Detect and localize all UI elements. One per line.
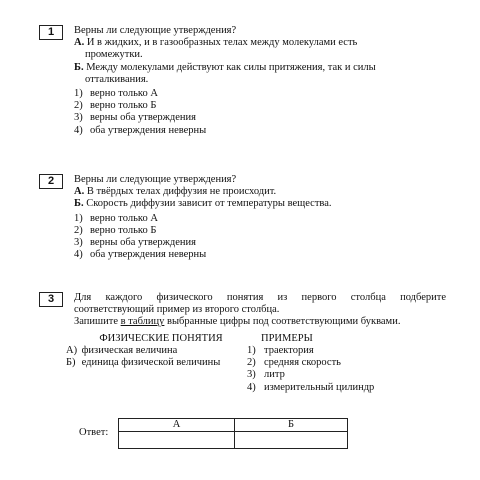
question-1-prompt: Верны ли следующие утверждения?: [74, 25, 237, 36]
answer-column-a-header: А: [119, 419, 235, 432]
statement-a: А. В твёрдых телах диффузия не происходит.: [74, 186, 277, 198]
concepts-header: ФИЗИЧЕСКИЕ ПОНЯТИЯ: [99, 333, 223, 344]
examples-header: ПРИМЕРЫ: [261, 333, 313, 344]
statement-b-cont: отталкивания.: [85, 73, 149, 85]
answer-table: [118, 418, 348, 449]
answer-option[interactable]: 3) верны оба утверждения: [74, 112, 196, 124]
answer-option[interactable]: 4) оба утверждения неверны: [74, 124, 207, 136]
answer-column-b-header: Б: [235, 419, 348, 432]
example-item: 2) средняя скорость: [247, 357, 341, 369]
question-3-instruction: Запишите в таблицу выбранные цифры под соответствующими буквами.: [74, 316, 401, 328]
question-3-prompt-line1: Для каждого физического понятия из первого столбца подберите: [74, 292, 446, 303]
answer-option[interactable]: 2) верно только Б: [74, 100, 157, 112]
concept-item: Б) единица физической величины: [66, 357, 221, 369]
statement-a: А. И в жидких, и в газообразных телах между молекулами есть: [74, 37, 358, 49]
statement-a-cont: промежутки.: [85, 49, 143, 61]
answer-cell-a[interactable]: [119, 432, 235, 449]
answer-option[interactable]: 1) верно только А: [74, 88, 158, 100]
statement-b: Б. Между молекулами действуют как силы притяжения, так и силы: [74, 61, 376, 73]
example-item: 4) измерительный цилиндр: [247, 381, 375, 393]
example-item: 1) траектория: [247, 345, 314, 356]
example-item: 3) литр: [247, 369, 285, 381]
question-2-prompt: Верны ли следующие утверждения?: [74, 174, 237, 185]
question-3-number: 3: [39, 292, 63, 307]
answer-option[interactable]: 3) верны оба утверждения: [74, 237, 196, 249]
answer-options: [74, 213, 446, 262]
answer-option[interactable]: 2) верно только Б: [74, 224, 157, 236]
answer-options: [74, 88, 446, 137]
examples-list: [247, 345, 374, 394]
answer-cell-b[interactable]: [235, 432, 348, 449]
answer-option[interactable]: 4) оба утверждения неверны: [74, 249, 207, 261]
question-2-number: 2: [39, 174, 63, 189]
question-3-prompt-line2: соответствующий пример из второго столбца.: [74, 304, 280, 316]
answer-label: Ответ:: [79, 427, 109, 438]
table-link: в таблицу: [120, 316, 165, 328]
answer-option[interactable]: 1) верно только А: [74, 212, 158, 224]
question-2: [74, 174, 446, 261]
question-1: [74, 25, 446, 137]
statement-b: Б. Скорость диффузии зависит от температуры вещества.: [74, 198, 332, 210]
concept-item: А) физическая величина: [66, 345, 178, 356]
question-1-number: 1: [39, 25, 63, 40]
question-3: [74, 292, 446, 329]
concepts-list: [66, 345, 220, 369]
